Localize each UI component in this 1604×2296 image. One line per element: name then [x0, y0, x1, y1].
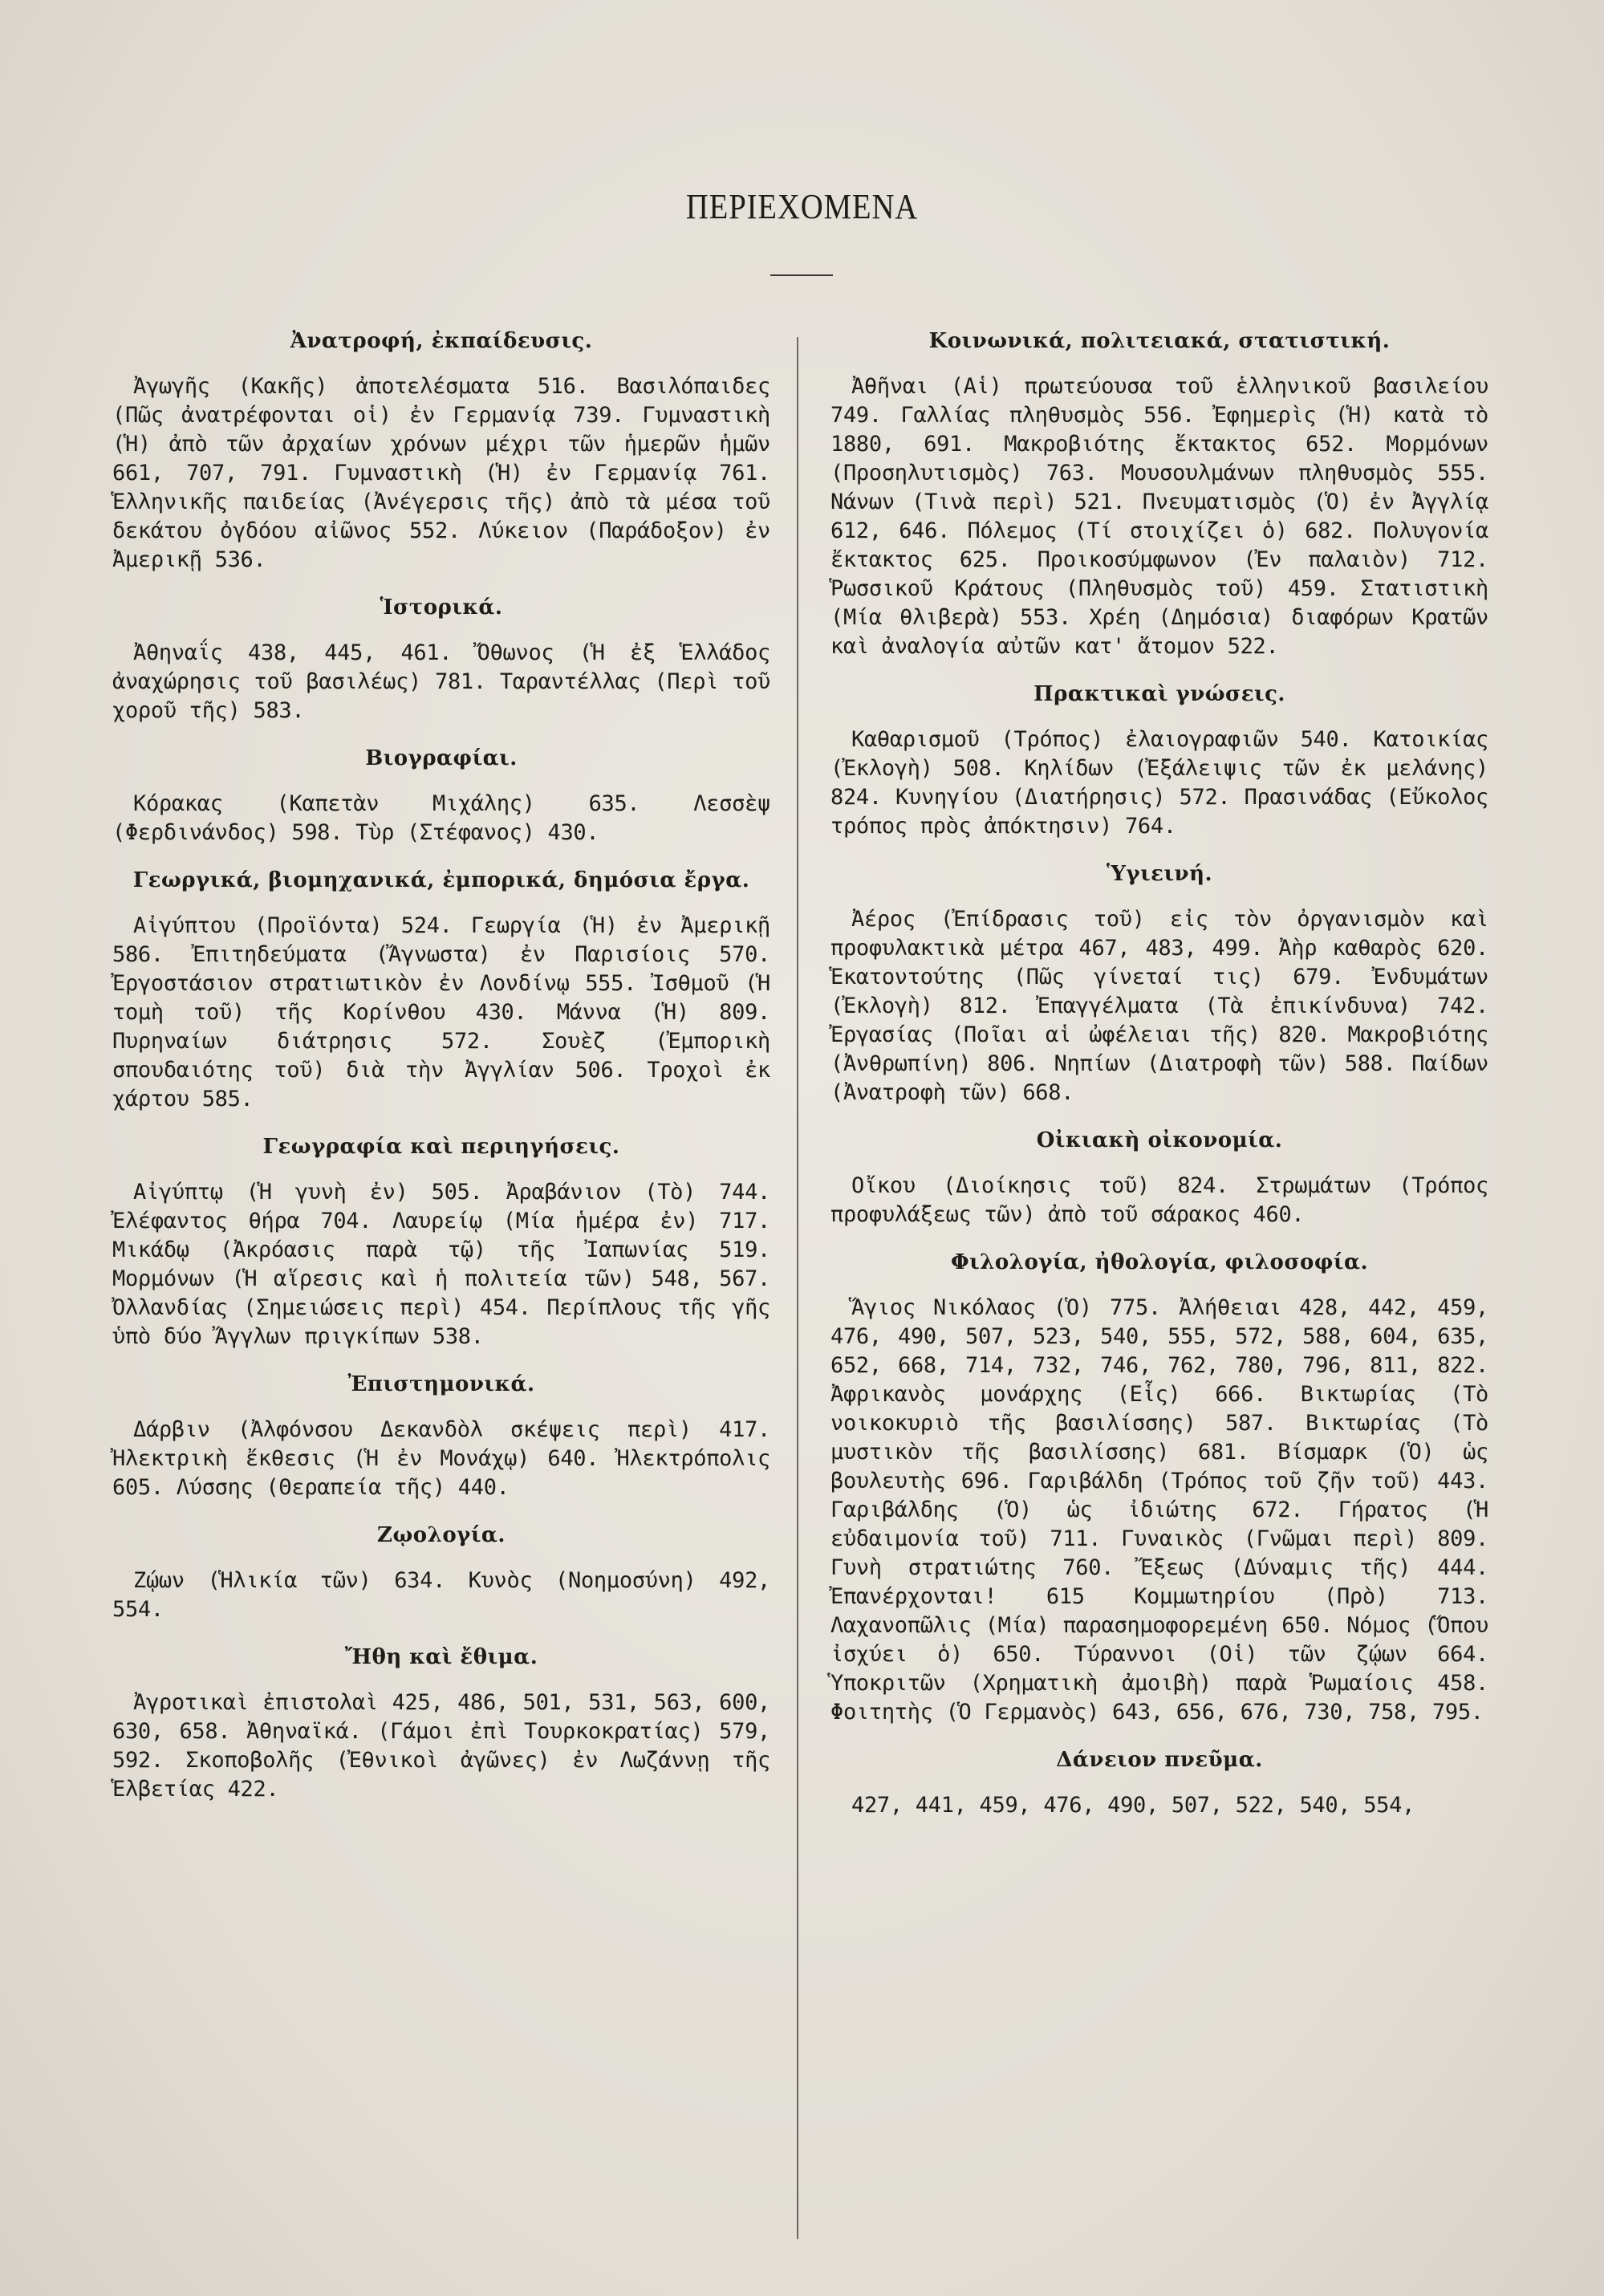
section-heading: Ζῳολογία.: [377, 1523, 506, 1547]
section-entries: 427, 441, 459, 476, 490, 507, 522, 540, 554,: [851, 1793, 1415, 1818]
section-entries: Καθαρισμοῦ (Τρόπος) ἐλαιογραφιῶν 540. Κατοικίας (Ἐκλογὴ) 508. Κηλίδων (Ἐξάλειψις τῶν ἐκ μελάνης) 824. Κυνηγίου (Διατήρησις) 572. Πρασινάδας (Εὔκολος τρόπος πρὸς ἀπόκτησιν) 764.: [830, 727, 1488, 839]
section: [112, 1135, 770, 1351]
section-heading: Γεωγραφία καὶ περιηγήσεις.: [262, 1135, 620, 1159]
section: [112, 1645, 770, 1804]
page-title: ΠΕΡΙΕΧΟΜΕΝΑ: [685, 187, 919, 226]
section: [830, 1250, 1488, 1727]
section-heading: Βιογραφίαι.: [365, 746, 518, 770]
section-heading: Πρακτικαὶ γνώσεις.: [1033, 682, 1285, 706]
section-entries: Ἀέρος (Ἐπίδρασις τοῦ) εἰς τὸν ὀργανισμὸν καὶ προφυλακτικὰ μέτρα 467, 483, 499. Ἀὴρ καθαρὸς 620. Ἑκατοντούτης (Πῶς γίνεταί τις) 679. Ἐνδυμάτων (Ἐκλογὴ) 812. Ἐπαγγέλματα (Τὰ ἐπικίνδυνα) 742. Ἐργασίας (Ποῖαι αἱ ὠφέλειαι τῆς) 820. Μακροβιότης (Ἀνθρωπίνη) 806. Νηπίων (Διατροφὴ τῶν) 588. Παίδων (Ἀνατροφὴ τῶν) 668.: [830, 907, 1488, 1105]
right-column: [830, 329, 1488, 1841]
section-heading: Ἤθη καὶ ἔθιμα.: [344, 1645, 538, 1669]
section: [112, 868, 770, 1114]
section-entries: Ἀθηναΐς 438, 445, 461. Ὄθωνος (Ἡ ἐξ Ἑλλάδος ἀναχώρησις τοῦ βασιλέως) 781. Ταραντέλλας (Περὶ τοῦ χοροῦ τῆς) 583.: [112, 640, 770, 723]
section: [830, 1128, 1488, 1229]
left-column: [112, 329, 770, 1825]
section: [830, 329, 1488, 661]
section: [830, 682, 1488, 841]
section-heading: Γεωργικά, βιομηχανικά, ἐμπορικά, δημόσια ἔργα.: [132, 868, 750, 892]
section-entries: Αἰγύπτῳ (Ἡ γυνὴ ἐν) 505. Ἀραβάνιον (Τὸ) 744. Ἐλέφαντος θήρα 704. Λαυρείῳ (Μία ἡμέρα ἐν) 717. Μικάδῳ (Ἀκρόασις παρὰ τῷ) τῆς Ἰαπωνίας 519. Μορμόνων (Ἡ αἵρεσις καὶ ἡ πολιτεία τῶν) 548, 567. Ὀλλανδίας (Σημειώσεις περὶ) 454. Περίπλους τῆς γῆς ὑπὸ δύο Ἄγγλων πριγκίπων 538.: [112, 1180, 770, 1349]
section-entries: Κόρακας (Καπετὰν Μιχάλης) 635. Λεσσὲψ (Φερδινάνδος) 598. Τὺρ (Στέφανος) 430.: [112, 791, 770, 845]
section-heading: Ὑγιεινή.: [1106, 862, 1213, 886]
section-entries: Ἀγροτικαὶ ἐπιστολαὶ 425, 486, 501, 531, 563, 600, 630, 658. Ἀθηναϊκά. (Γάμοι ἐπὶ Τουρκοκρατίας) 579, 592. Σκοποβολῆς (Ἐθνικοὶ ἀγῶνες) ἐν Λωζάννῃ τῆς Ἑλβετίας 422.: [112, 1690, 770, 1802]
section-entries: Ἀγωγῆς (Κακῆς) ἀποτελέσματα 516. Βασιλόπαιδες (Πῶς ἀνατρέφονται οἱ) ἐν Γερμανίᾳ 739. Γυμναστικὴ (Ἡ) ἀπὸ τῶν ἀρχαίων χρόνων μέχρι τῶν ἡμερῶν ἡμῶν 661, 707, 791. Γυμναστικὴ (Ἡ) ἐν Γερμανίᾳ 761. Ἑλληνικῆς παιδείας (Ἀνέγερσις τῆς) ἀπὸ τὰ μέσα τοῦ δεκάτου ὀγδόου αἰῶνος 552. Λύκειον (Παράδοξον) ἐν Ἀμερικῇ 536.: [112, 374, 770, 572]
section-entries: Αἰγύπτου (Προϊόντα) 524. Γεωργία (Ἡ) ἐν Ἀμερικῇ 586. Ἐπιτηδεύματα (Ἄγνωστα) ἐν Παρισίοις 570. Ἐργοστάσιον στρατιωτικὸν ἐν Λονδίνῳ 555. Ἰσθμοῦ (Ἡ τομὴ τοῦ) τῆς Κορίνθου 430. Μάννα (Ἡ) 809. Πυρηναίων διάτρησις 572. Σουὲζ (Ἐμπορικὴ σπουδαιότης τοῦ) διὰ τὴν Ἀγγλίαν 506. Τροχοὶ ἐκ χάρτου 585.: [112, 913, 770, 1111]
section-heading: Κοινωνικά, πολιτειακά, στατιστική.: [928, 329, 1391, 353]
section-heading: Ἱστορικά.: [380, 595, 503, 620]
section-entries: Ἀθῆναι (Αἱ) πρωτεύουσα τοῦ ἑλληνικοῦ βασιλείου 749. Γαλλίας πληθυσμὸς 556. Ἐφημερὶς (Ἡ) κατὰ τὸ 1880, 691. Μακροβιότης ἔκτακτος 652. Μορμόνων (Προσηλυτισμὸς) 763. Μουσουλμάνων πληθυσμὸς 555. Νάνων (Τινὰ περὶ) 521. Πνευματισμὸς (Ὁ) ἐν Ἀγγλίᾳ 612, 646. Πόλεμος (Τί στοιχίζει ὁ) 682. Πολυγονία ἔκτακτος 625. Προικοσύμφωνον (Ἐν παλαιὸν) 712. Ῥωσσικοῦ Κράτους (Πληθυσμὸς τοῦ) 459. Στατιστικὴ (Μία θλιβερὰ) 553. Χρέη (Δημόσια) διαφόρων Κρατῶν καὶ ἀναλογία αὐτῶν κατ' ἄτομον 522.: [830, 374, 1488, 659]
column-divider: [797, 337, 798, 2239]
section-heading: Ἀνατροφή, ἐκπαίδευσις.: [290, 329, 593, 353]
section-entries: Οἴκου (Διοίκησις τοῦ) 824. Στρωμάτων (Τρόπος προφυλάξεως τῶν) ἀπὸ τοῦ σάρακος 460.: [830, 1173, 1488, 1227]
section: [112, 595, 770, 725]
section-heading: Οἰκιακὴ οἰκονομία.: [1036, 1128, 1283, 1152]
section: [830, 1748, 1488, 1820]
section-entries: Δάρβιν (Ἀλφόνσου Δεκανδὸλ σκέψεις περὶ) 417. Ἠλεκτρικὴ ἔκθεσις (Ἡ ἐν Μονάχῳ) 640. Ἠλεκτρόπολις 605. Λύσσης (Θεραπεία τῆς) 440.: [112, 1417, 770, 1500]
section: [112, 1523, 770, 1624]
section-heading: Ἐπιστημονικά.: [347, 1372, 535, 1396]
section: [112, 746, 770, 847]
title-rule: [770, 274, 833, 276]
section: [112, 329, 770, 575]
section-heading: Φιλολογία, ἠθολογία, φιλοσοφία.: [950, 1250, 1369, 1274]
section: [112, 1372, 770, 1502]
section-entries: Ἅγιος Νικόλαος (Ὁ) 775. Ἀλήθειαι 428, 442, 459, 476, 490, 507, 523, 540, 555, 572, 588, 604, 635, 652, 668, 714, 732, 746, 762, 780, 796, 811, 822. Ἀφρικανὸς μονάρχης (Εἷς) 666. Βικτωρίας (Τὸ νοικοκυριὸ τῆς βασιλίσσης) 587. Βικτωρίας (Τὸ μυστικὸν τῆς βασιλίσσης) 681. Βίσμαρκ (Ὁ) ὡς βουλευτὴς 696. Γαριβάλδη (Τρόπος τοῦ ζῆν τοῦ) 443. Γαριβάλδης (Ὁ) ὡς ἰδιώτης 672. Γήρατος (Ἡ εὐδαιμονία τοῦ) 711. Γυναικὸς (Γνῶμαι περὶ) 809. Γυνὴ στρατιώτης 760. Ἔξεως (Δύναμις τῆς) 444. Ἐπανέρχονται! 615 Κομμωτηρίου (Πρὸ) 713. Λαχανοπῶλις (Μία) παρασημοφορεμένη 650. Νόμος (Ὅπου ἰσχύει ὁ) 650. Τύραννοι (Οἱ) τῶν ζῴων 664. Ὑποκριτῶν (Χρηματικὴ ἀμοιβὴ) παρὰ Ῥωμαίοις 458. Φοιτητὴς (Ὁ Γερμανὸς) 643, 656, 676, 730, 758, 795.: [830, 1295, 1488, 1725]
section-heading: Δάνειον πνεῦμα.: [1056, 1748, 1263, 1772]
section: [830, 862, 1488, 1107]
section-entries: Ζῴων (Ἡλικία τῶν) 634. Κυνὸς (Νοημοσύνη) 492, 554.: [112, 1568, 770, 1622]
